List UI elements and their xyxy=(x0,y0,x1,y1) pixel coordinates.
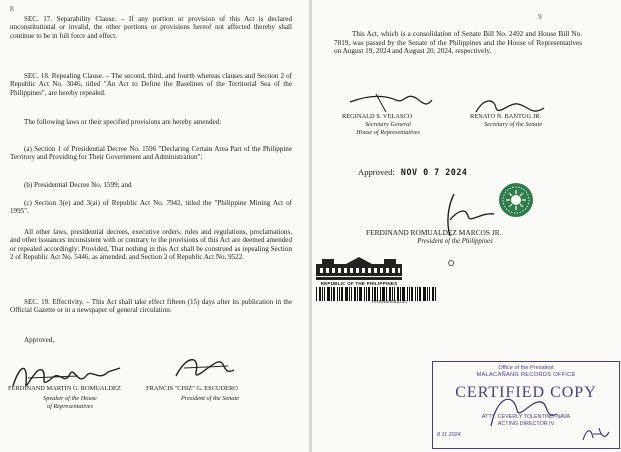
barcode-bar xyxy=(400,287,401,301)
section-19: SEC. 19. Effectivity. – This Act shall take effect fifteen (15) days after its publication in the Official Gazette or in a newspaper of general circulation. xyxy=(10,298,292,315)
barcode-bar xyxy=(407,287,408,301)
document-barcode xyxy=(316,287,437,301)
barcode-bar xyxy=(380,287,381,301)
president-title: President of the Philippines xyxy=(417,238,493,245)
secretary-general-name: REGINALD S. VELASCO xyxy=(342,113,413,120)
barcode-bar xyxy=(423,287,426,301)
barcode-bar xyxy=(316,287,317,301)
presidential-seal-icon xyxy=(498,182,534,218)
barcode-bar xyxy=(359,287,362,301)
stamp-officer-title: ACTING DIRECTOR IV xyxy=(497,421,555,427)
barcode-bar xyxy=(364,287,365,301)
consolidation-paragraph: This Act, which is a consolidation of Senate Bill No. 2492 and House Bill No. 7819, was passed by the Senate of the Philippines and the House of Representatives on August 19, 2024 and August 20, 2024, respectively. xyxy=(334,30,582,56)
barcode-bar xyxy=(392,287,393,301)
stamp-officer-name: ATTY. CEVERLY TOLENTINO-NAVA xyxy=(481,414,571,420)
stamp-records-office: MALACAÑANG RECORDS OFFICE xyxy=(476,372,576,378)
secretary-general-title-line-1: Secretary General xyxy=(364,121,412,128)
speaker-name: FERDINAND MARTIN G. ROMUALDEZ xyxy=(8,385,121,392)
secretary-general-title-line-2: House of Representatives xyxy=(356,128,420,136)
other-laws-clause: All other laws, presidential decrees, executive orders, rules and regulations, proclamations, and other issuances inconsistent with or contrary to the provisions of this Act are deemed amended or repealed accordingly: Provided, That nothing in this Act shall be construed as repealing Section 2 of Republic Act No. 5446, as amended, and Section 2 of Republic Act No. 9522. xyxy=(10,228,292,262)
barcode-bar xyxy=(417,287,418,301)
stamp-certified-copy: CERTIFIED COPY xyxy=(455,384,597,401)
stamp-initials xyxy=(581,426,611,442)
barcode-bar xyxy=(394,287,395,301)
page-number-left: 8 xyxy=(10,4,14,13)
barcode-bar xyxy=(411,287,413,301)
section-17: SEC. 17. Separability Clause. – If any portion or provision of this Act is declared unconstitutional or invalid, the other portions or provisions hereof not affected thereby shall continue to be in full force and effect. xyxy=(10,15,292,40)
barcode-bar xyxy=(386,287,387,301)
barcode-bar xyxy=(419,287,421,301)
barcode-bar xyxy=(372,287,373,301)
speaker-title-line-2: of Representatives xyxy=(46,402,94,410)
barcode-bar xyxy=(354,287,356,301)
senate-president-name: FRANCIS "CHIZ" G. ESCUDERO xyxy=(146,385,238,392)
barcode-bar xyxy=(331,287,332,301)
barcode-bar xyxy=(345,287,348,301)
malacanang-palace-icon xyxy=(316,256,402,280)
barcode-bar xyxy=(415,287,416,301)
right-page xyxy=(312,0,621,452)
stamp-handwritten-date: 8 11 2024 xyxy=(437,432,461,438)
speaker-title xyxy=(20,395,120,410)
barcode-bar xyxy=(357,287,358,301)
approval-date-stamp: NOV 0 7 2024 xyxy=(400,167,468,177)
barcode-bar xyxy=(429,287,430,301)
barcode-bar xyxy=(397,287,399,301)
barcode-bar xyxy=(341,287,343,301)
barcode-bar xyxy=(368,287,370,301)
stamp-office-line: Office of the President xyxy=(498,365,554,371)
barcode-bar xyxy=(319,287,321,301)
certified-copy-stamp xyxy=(432,361,620,449)
approved-label: Approved, xyxy=(24,336,55,344)
section-18: SEC. 18. Repealing Clause. – The second, third, and fourth whereas clauses and Section 2 of Republic Act No. 3046, titled "An Act to Define the Baselines of the Territorial Sea of the Philippines", are hereby repealed. xyxy=(10,72,292,97)
mark-o: O xyxy=(448,259,455,268)
barcode-bar xyxy=(402,287,405,301)
barcode-bar xyxy=(322,287,323,301)
stamp-officer-signature xyxy=(483,386,563,432)
amended-laws-intro: The following laws or their specified provisions are hereby amended: xyxy=(24,118,222,126)
approval-line xyxy=(358,167,467,177)
speaker-title-line-1: Speaker of the House xyxy=(43,395,97,402)
barcode-bar xyxy=(333,287,335,301)
barcode-bar xyxy=(339,287,340,301)
barcode-bar xyxy=(349,287,350,301)
approved-label: Approved: xyxy=(358,167,395,177)
amended-item-c: (c) Section 3(e) and 3(ai) of Republic Act No. 7942, titled the "Philippine Mining Act of 1995". xyxy=(10,199,292,216)
barcode-bar xyxy=(351,287,352,301)
barcode-number: PRRN00063334 xyxy=(372,300,407,305)
barcode-bar xyxy=(337,287,338,301)
president-name: FERDINAND ROMUALDEZ MARCOS JR. xyxy=(366,228,502,237)
barcode-bar xyxy=(382,287,385,301)
barcode-bar xyxy=(327,287,330,301)
secretary-general-title xyxy=(338,121,438,136)
barcode-bar xyxy=(324,287,325,301)
page-number-right: 9 xyxy=(538,12,542,21)
senate-president-title: President of the Senate xyxy=(181,395,239,402)
barcode-bar xyxy=(432,287,434,301)
left-page xyxy=(0,0,309,452)
barcode-bar xyxy=(377,287,378,301)
senate-secretary-title: Secretary of the Senate xyxy=(484,121,542,128)
barcode-bar xyxy=(435,287,436,301)
senate-president-signature xyxy=(170,350,240,384)
senate-secretary-name: RENATO N. BANTUG JR. xyxy=(470,113,542,120)
barcode-bar xyxy=(366,287,367,301)
secretary-general-signature xyxy=(346,88,436,116)
barcode-bar xyxy=(374,287,376,301)
amended-item-a: (a) Section 1 of Presidential Decree No. 1596 "Declaring Certain Area Part of the Philippine Territory and Providing for Their Government and Administration"; xyxy=(10,145,292,162)
amended-item-b: (b) Presidential Decree No. 1599; and xyxy=(24,181,132,189)
building-caption: REPUBLIC OF THE PHILIPPINES xyxy=(320,281,398,286)
barcode-bar xyxy=(427,287,428,301)
barcode-bar xyxy=(389,287,391,301)
barcode-bar xyxy=(409,287,410,301)
